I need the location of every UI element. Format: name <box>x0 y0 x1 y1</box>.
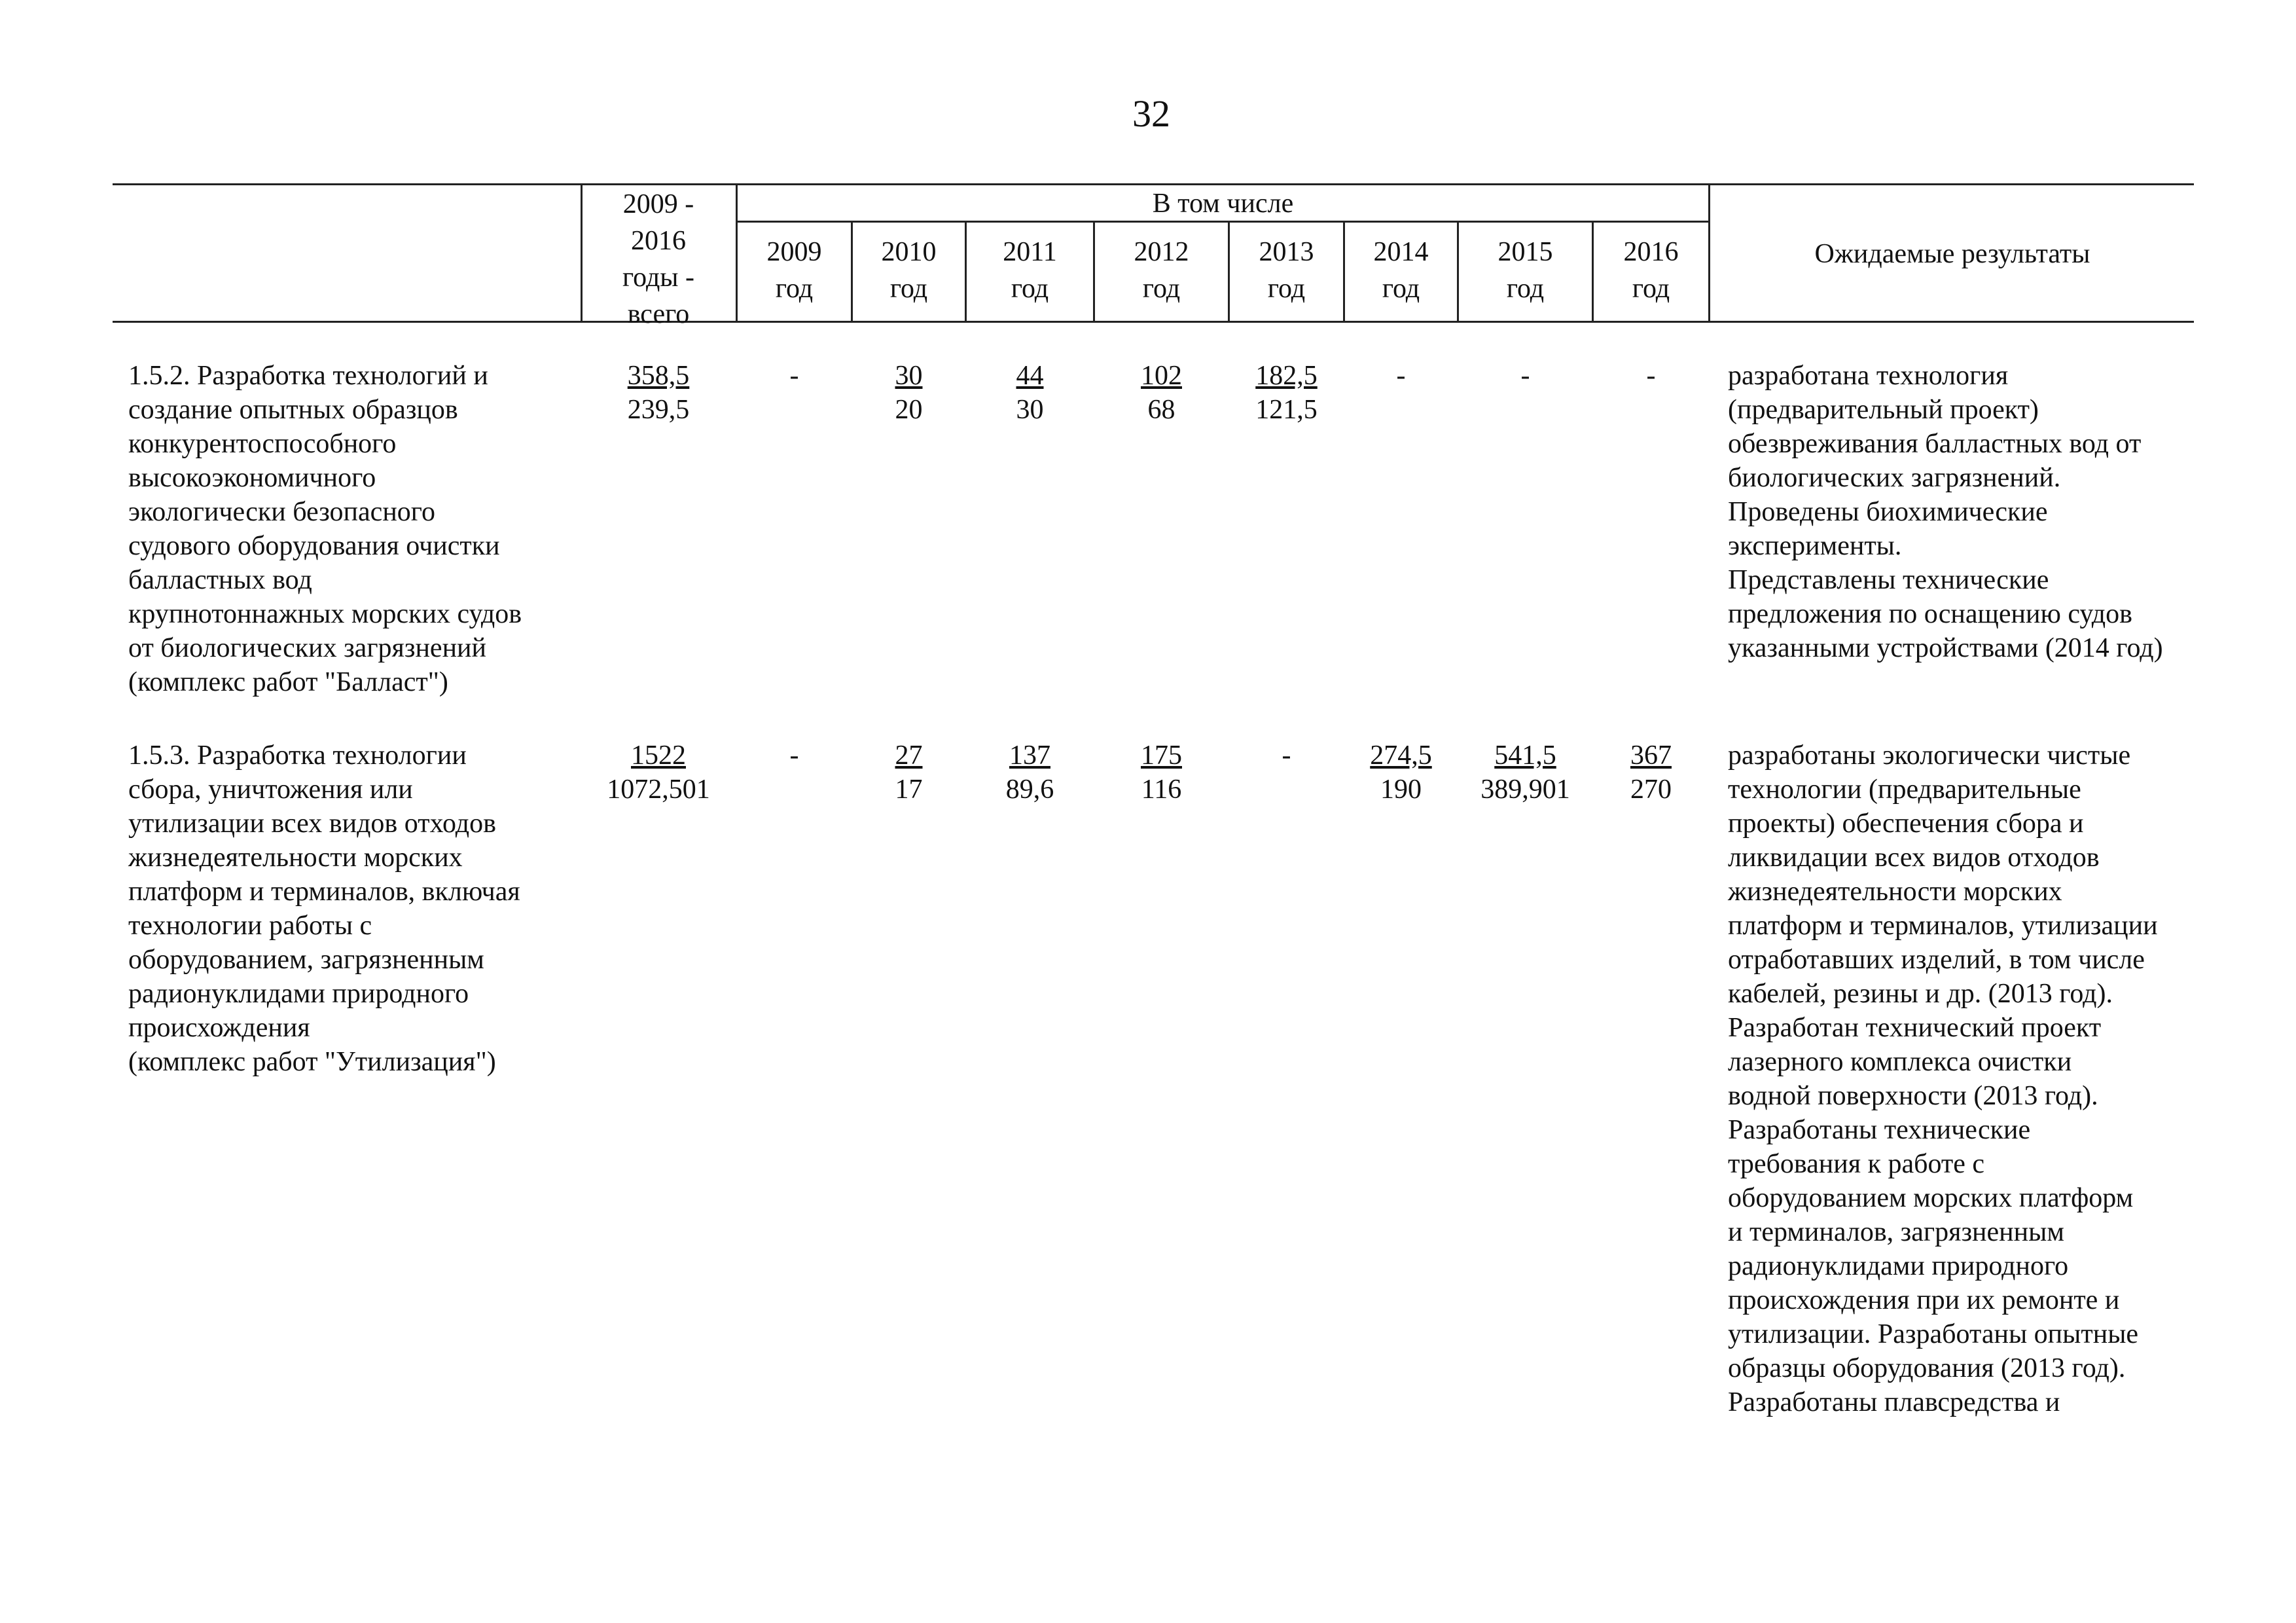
row-year-value: 270 <box>1630 775 1672 805</box>
row-year-value: 116 <box>1141 775 1182 805</box>
row-year-value: - <box>1282 740 1291 771</box>
row-year-value: 541,5 <box>1494 740 1556 771</box>
row-year-value: 121,5 <box>1255 395 1318 425</box>
row-year-value: 102 <box>1141 361 1182 391</box>
row-year-value: 89,6 <box>1005 775 1054 805</box>
header-total: 2009 - 2016 годы - всего <box>622 189 695 329</box>
row-year-value: 137 <box>1009 740 1050 771</box>
row-year-value: - <box>789 740 799 771</box>
header-year: 2016 год <box>1623 237 1679 304</box>
row-results: разработаны экологически чистые технологии (предварительные проекты) обеспечения сбора и ликвидации всех видов отходов жизнедеятельности морских платформ и терминалов, утилизации отработавших изделий, в том числе кабелей, резины и др. (2013 год). Разработан технический проект лазерного комплекса очистки водной поверхности (2013 год). Разработаны технические требования к работе с оборудованием морских платформ и терминалов, загрязненным радионуклидами природного происхождения при их ремонте и утилизации. Разработаны опытные образцы оборудования (2013 год). Разработаны плавсредства и <box>1728 740 2158 1417</box>
row-description: 1.5.3. Разработка технологии сбора, уничтожения или утилизации всех видов отходов жизнедеятельности морских платформ и терминалов, включая технологии работы с оборудованием, загрязненным радионуклидами природного происхождения (комплекс работ "Утилизация") <box>128 740 520 1077</box>
row-year-value: - <box>1520 361 1530 391</box>
row-year-value: 182,5 <box>1255 361 1318 391</box>
row-year-value: 30 <box>1016 395 1044 425</box>
row-total-value: 239,5 <box>627 395 690 425</box>
header-year: 2012 год <box>1134 237 1189 304</box>
row-year-value: 20 <box>895 395 923 425</box>
page-number: 32 <box>1132 92 1170 135</box>
header-group-label: В том числе <box>1152 189 1294 219</box>
row-year-value: 17 <box>895 775 923 805</box>
header-year: 2011 год <box>1003 237 1057 304</box>
header-year: 2014 год <box>1373 237 1429 304</box>
table-header-bottom-rule <box>113 321 2194 323</box>
header-results: Ожидаемые результаты <box>1814 239 2090 269</box>
row-year-value: - <box>1396 361 1406 391</box>
row-year-value: 30 <box>895 361 923 391</box>
header-year: 2010 год <box>881 237 937 304</box>
header-year: 2009 год <box>766 237 822 304</box>
row-year-value: 44 <box>1016 361 1044 391</box>
row-total-value: 1072,501 <box>607 775 710 805</box>
row-results: разработана технология (предварительный проект) обезвреживания балластных вод от биологических загрязнений. Проведены биохимические эксперименты. Представлены технические предложения по оснащению судов указанными устройствами (2014 год) <box>1728 361 2163 663</box>
row-total-value: 1522 <box>631 740 686 771</box>
row-year-value: 175 <box>1141 740 1182 771</box>
row-year-value: - <box>1646 361 1656 391</box>
header-year: 2015 год <box>1498 237 1553 304</box>
row-year-value: - <box>789 361 799 391</box>
header-year: 2013 год <box>1259 237 1314 304</box>
row-description: 1.5.2. Разработка технологий и создание опытных образцов конкурентоспособного высокоэкономичного экологически безопасного судового оборудования очистки балластных вод крупнотоннажных морских судов от биологических загрязнений (комплекс работ "Балласт") <box>128 361 522 697</box>
row-year-value: 389,901 <box>1480 775 1570 805</box>
row-year-value: 274,5 <box>1370 740 1432 771</box>
row-year-value: 27 <box>895 740 923 771</box>
row-year-value: 68 <box>1147 395 1175 425</box>
row-year-value: 190 <box>1380 775 1422 805</box>
row-year-value: 367 <box>1630 740 1672 771</box>
row-total-value: 358,5 <box>627 361 690 391</box>
